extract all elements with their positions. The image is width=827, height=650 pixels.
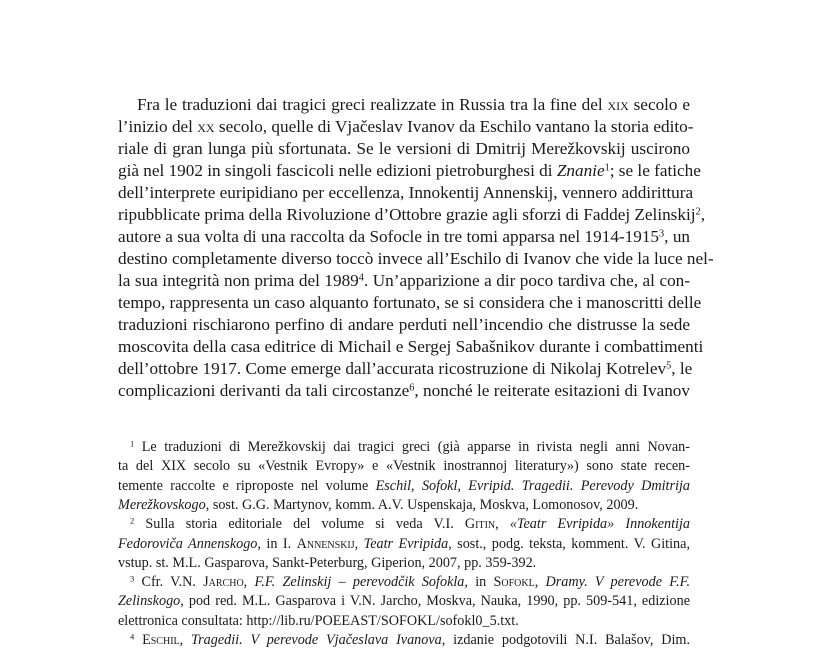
footnote-line <box>130 631 690 650</box>
text-run: , <box>243 574 255 591</box>
text-run: , in <box>464 574 494 591</box>
text-run: , <box>700 205 705 224</box>
footnote-line <box>118 457 690 476</box>
text-run: «Teatr Evripida» Innokentija <box>509 516 690 533</box>
paragraph-line <box>118 226 690 248</box>
text-run: , izdanie podgotovili N.I. Balašov, Dim. <box>441 632 690 648</box>
text-run: Gitin <box>464 516 496 533</box>
text-run: Dramy. V perevode F.F. <box>545 574 691 591</box>
note-reference: 3 <box>659 228 665 240</box>
text-run: , sost., podg. teksta, komment. V. Gitina, <box>448 535 690 552</box>
note-reference: 6 <box>409 382 415 394</box>
text-run: Le traduzioni di Merežkovskij dai tragici greci (già apparse in rivista negli anni Novan- <box>134 439 690 455</box>
text-run: Fedoroviča Annenskogo <box>118 535 258 552</box>
text-run: Fra le traduzioni dai tragici greci realizzate in Russia tra la fine del <box>137 95 608 114</box>
text-run: Tragedii. V perevode Vjačeslava Ivanova <box>191 632 442 648</box>
text-run: la sua integrità non prima del 1989 <box>118 271 359 290</box>
text-run: Teatr Evripida <box>363 535 449 552</box>
text-run: temente raccolte e riproposte nel volume <box>118 477 376 494</box>
note-reference: 1 <box>604 162 610 174</box>
text-run: dell’interprete euripidiano per eccellenza, Innokentij Annenskij, vennero addirittura <box>118 183 694 202</box>
text-run: secolo e <box>628 95 690 114</box>
text-run: destino completamente diverso toccò invece all’Eschilo di Ivanov che vide la luce nel- <box>118 249 714 268</box>
footnote-line <box>118 592 690 611</box>
text-run: ripubblicate prima della Rivoluzione d’Ottobre grazie agli sforzi di Faddej Zelinskij <box>118 205 696 224</box>
text-run: dell’ottobre 1917. Come emerge dall’accurata ricostruzione di Nikolaj Kotrelev <box>118 359 667 378</box>
paragraph-line <box>118 292 702 314</box>
footnote-line <box>118 554 690 573</box>
text-run: ; se le fatiche <box>609 161 701 180</box>
text-run: traduzioni rischiarono perfino di andare perduti nell’incendio che distrusse la sede <box>118 315 690 334</box>
text-run: l’inizio del <box>118 117 198 136</box>
paragraph-line <box>118 116 694 138</box>
text-run: secolo, quelle di Vjačeslav Ivanov da Eschilo vantano la storia edito- <box>214 117 694 136</box>
note-reference: 3 <box>130 573 135 584</box>
footnote-line <box>118 612 690 631</box>
note-reference: 5 <box>666 360 672 372</box>
paragraph-line <box>118 160 701 182</box>
paragraph-line <box>118 248 714 270</box>
paragraph-line <box>118 182 694 204</box>
text-run: Annenskij <box>296 535 355 552</box>
text-run: , nonché le reiterate esitazioni di Ivanov <box>414 381 690 400</box>
text-run: Sulla storia editoriale del volume si veda V.I. <box>134 516 465 533</box>
text-run: , in I. <box>257 535 297 552</box>
text-run <box>134 632 142 648</box>
text-run: ta del XIX secolo su «Vestnik Evropy» e «Vestnik inostrannoj literatury») sono state recen- <box>118 458 690 475</box>
paragraph-line <box>118 380 690 402</box>
paragraph-line <box>118 204 705 226</box>
note-reference: 1 <box>130 438 135 449</box>
text-run: . Un’apparizione a dir poco tardiva che, al con- <box>363 271 690 290</box>
note-reference: 4 <box>358 272 364 284</box>
footnote-line <box>118 496 690 515</box>
text-run: Merežkovskogo <box>118 496 206 513</box>
footnote-line <box>130 573 690 592</box>
note-reference: 2 <box>130 515 135 526</box>
text-run: , <box>354 535 364 552</box>
text-run: , pod red. M.L. Gasparova i V.N. Jarcho, Moskva, Nauka, 1990, pp. 509-541, edizione <box>180 593 690 610</box>
note-reference: 2 <box>695 206 701 218</box>
text-run: xx <box>197 117 215 136</box>
footnote-line <box>130 438 690 457</box>
text-run: elettronica consultata: http://lib.ru/POEEAST/SOFOKL/sofokl0_5.txt. <box>118 612 519 629</box>
text-run: , <box>534 574 546 591</box>
footnote-line <box>118 535 690 554</box>
text-run: Sofokl <box>493 574 535 591</box>
text-run: vstup. st. M.L. Gasparova, Sankt-Peterburg, Giperion, 2007, pp. 359-392. <box>118 554 537 571</box>
text-run: riale di gran lunga più sfortunata. Se le versioni di Dmitrij Merežkovskij uscirono <box>118 139 690 158</box>
paragraph-line <box>118 138 690 160</box>
text-run: tempo, rappresenta un caso alquanto fortunato, se si considera che i manoscritti delle <box>118 293 702 312</box>
paragraph-line <box>118 336 704 358</box>
paragraph-line <box>137 94 690 116</box>
text-run: Jarcho <box>203 574 244 591</box>
text-run: autore a sua volta di una raccolta da Sofocle in tre tomi apparsa nel 1914-1915 <box>118 227 660 246</box>
text-run: xix <box>607 95 629 114</box>
text-run: moscovita della casa editrice di Michail e Sergej Sabašnikov durante i combattimenti <box>118 337 704 356</box>
footnote-line <box>130 515 690 534</box>
text-run: , le <box>671 359 693 378</box>
note-reference: 4 <box>130 631 135 642</box>
text-run: Cfr. V.N. <box>134 574 204 591</box>
text-run: , <box>179 632 192 648</box>
text-run: , sost. G.G. Martynov, komm. A.V. Uspenskaja, Moskva, Lomonosov, 2009. <box>205 496 639 513</box>
text-run: complicazioni derivanti da tali circostanze <box>118 381 410 400</box>
text-run: , un <box>664 227 691 246</box>
text-run: Eschil, Sofokl, Evripid. Tragedii. Perevody Dmitrija <box>375 477 690 494</box>
paragraph-line <box>118 314 690 336</box>
text-run: Znanie <box>556 161 605 180</box>
text-run: Eschil <box>142 632 180 648</box>
text-run: Zelinskogo <box>118 593 181 610</box>
paragraph-line <box>118 270 690 292</box>
text-run: F.F. Zelinskij – perevodčik Sofokla <box>254 574 465 591</box>
text-run: già nel 1902 in singoli fascicoli nelle edizioni pietroburghesi di <box>118 161 557 180</box>
paragraph-line <box>118 358 693 380</box>
footnote-line <box>118 477 690 496</box>
text-run: , <box>495 516 510 533</box>
